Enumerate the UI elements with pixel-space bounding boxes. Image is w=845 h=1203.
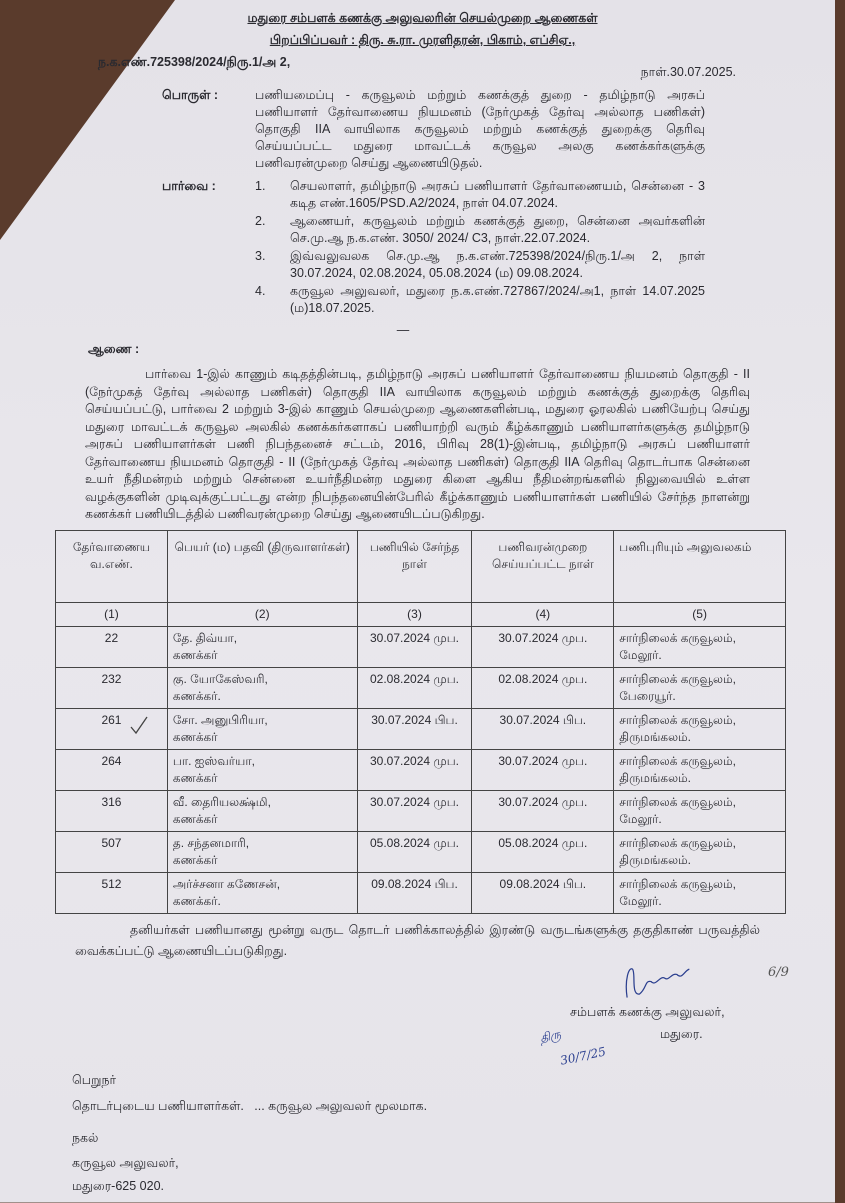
table-cell <box>357 872 472 913</box>
page-mark: 6/9 <box>768 964 789 980</box>
table-cell <box>472 667 614 708</box>
table-row <box>56 667 786 708</box>
cell-post: கணக்கர் <box>172 647 218 662</box>
table-cell <box>56 831 168 872</box>
table-cell <box>472 749 614 790</box>
table-cell <box>614 872 786 913</box>
cell-sno: 232 <box>101 671 122 686</box>
cell-name: பா. ஐஸ்வர்யா, <box>172 753 255 768</box>
cell-office: சார்நிலைக் கருவூலம், <box>619 712 736 727</box>
cell-sno: 316 <box>101 794 122 809</box>
table-cell <box>614 708 786 749</box>
column-number-row <box>56 602 786 626</box>
cell-name: வீ. தைரியலக்ஷ்மி, <box>172 794 271 809</box>
table-cell <box>167 667 357 708</box>
document-date: நாள்.30.07.2025. <box>640 65 736 79</box>
table-cell <box>472 831 614 872</box>
table-cell <box>357 708 472 749</box>
references-section <box>162 178 705 318</box>
cell-office: சார்நிலைக் கருவூலம், <box>619 753 736 768</box>
cell-office: சார்நிலைக் கருவூலம், <box>619 671 736 686</box>
cell-regularized-date: 30.07.2024 முப. <box>498 630 588 645</box>
table-cell <box>167 626 357 667</box>
subject-text: பணியமைப்பு - கருவூலம் மற்றும் கணக்குத் துறை - தமிழ்நாடு அரசுப் பணியாளர் தேர்வாணைய நியமனம் (நேர்முகத் தேர்வு அல்லாத பணிகள்) தொகுதி IIA வாயிலாக கருவூலம் மற்றும் கணக்குத் துறைக்கு தெரிவு செய்யப்பட்ட மதுரை மாவட்டக் கருவூல அலகு கணக்கர்களுக்கு பணிவரன்முறை செய்து ஆணையிடுதல். <box>255 88 705 170</box>
cell-sno: 512 <box>101 876 122 891</box>
recipient-text: தொடர்புடைய பணியாளர்கள். ... கருவூல அலுவலர் மூலமாக. <box>72 1098 428 1113</box>
table-cell <box>357 667 472 708</box>
references-list <box>255 178 705 318</box>
table-cell <box>472 708 614 749</box>
table-cell <box>167 708 357 749</box>
table-row <box>56 872 786 913</box>
initial-text: திரு <box>538 1026 563 1045</box>
cell-regularized-date: 05.08.2024 முப. <box>498 835 588 850</box>
signatory-designation: சம்பளக் கணக்கு அலுவலர், <box>570 1004 725 1019</box>
col-number: (3) <box>357 602 472 626</box>
cell-office-place: மேலூர். <box>619 647 662 662</box>
cell-joined-date: 30.07.2024 பிப. <box>371 712 458 727</box>
table-cell <box>614 626 786 667</box>
table-cell <box>472 872 614 913</box>
table-cell <box>56 749 168 790</box>
cell-regularized-date: 09.08.2024 பிப. <box>499 876 587 891</box>
initial-date: 30/7/25 <box>558 1043 608 1068</box>
table-cell <box>56 790 168 831</box>
signatory-place: மதுரை. <box>660 1026 703 1041</box>
subject-section <box>162 87 705 172</box>
reference-number: ந.க.எண்.725398/2024/நிரு.1/அ 2, <box>98 55 291 69</box>
cell-name: தே. திவ்யா, <box>172 630 238 645</box>
cell-office-place: மேலூர். <box>619 811 662 826</box>
table-row <box>56 790 786 831</box>
reference-number: 2. <box>255 214 266 228</box>
cell-sno: 264 <box>101 753 122 768</box>
header-sno: தேர்வாணைய வ.எண். <box>56 530 168 602</box>
copy-label: நகல் <box>72 1130 99 1145</box>
cell-joined-date: 30.07.2024 முப. <box>370 753 459 768</box>
document-title: மதுரை சம்பளக் கணக்கு அலுவலரின் செயல்முறை ஆணைகள் <box>247 11 598 25</box>
reference-text: செயலாளர், தமிழ்நாடு அரசுப் பணியாளர் தேர்வாணையம், சென்னை - 3 கடித எண்.1605/PSD.A2/2024, நாள் 04.07.2024. <box>290 179 705 210</box>
col-number: (1) <box>56 602 168 626</box>
cell-regularized-date: 30.07.2024 பிப. <box>499 712 587 727</box>
cell-joined-date: 30.07.2024 முப. <box>370 630 459 645</box>
reference-item <box>255 283 705 317</box>
signature-block <box>0 962 845 1072</box>
table-cell <box>167 749 357 790</box>
cell-office: சார்நிலைக் கருவூலம், <box>619 876 736 891</box>
table-cell <box>357 749 472 790</box>
reference-item <box>255 213 705 247</box>
table-header-row <box>56 530 786 602</box>
checkmark-icon <box>129 715 149 735</box>
reference-number: 3. <box>255 249 266 263</box>
header-joined: பணியில் சேர்ந்த நாள் <box>357 530 472 602</box>
table-cell <box>167 790 357 831</box>
table-row <box>56 749 786 790</box>
table-cell <box>357 831 472 872</box>
issuer-line: பிறப்பிப்பவர் : திரு. சு.ரா. முரளிதரன், பிகாம், எப்சிஏ., <box>269 33 576 47</box>
table-cell <box>357 790 472 831</box>
table-row <box>56 708 786 749</box>
table-cell <box>472 790 614 831</box>
signature-icon <box>615 962 705 1002</box>
cell-name: கு. யோகேஸ்வரி, <box>172 671 268 686</box>
table-cell <box>56 708 168 749</box>
col-number: (4) <box>472 602 614 626</box>
table-cell <box>167 872 357 913</box>
cell-post: கணக்கர். <box>172 893 221 908</box>
copy-line-2: மதுரை-625 020. <box>72 1178 165 1193</box>
references-label: பார்வை : <box>162 179 216 193</box>
header-regularized: பணிவரன்முறை செய்யப்பட்ட நாள் <box>472 530 614 602</box>
reference-date-line <box>98 54 736 81</box>
copy-line-1: கருவூல அலுவலர், <box>72 1155 179 1170</box>
table-cell <box>614 749 786 790</box>
col-number: (2) <box>167 602 357 626</box>
reference-item <box>255 248 705 282</box>
cell-regularized-date: 30.07.2024 முப. <box>498 753 588 768</box>
reference-number: 1. <box>255 179 266 193</box>
reference-number: 4. <box>255 284 266 298</box>
cell-post: கணக்கர் <box>172 770 218 785</box>
order-label: ஆணை : <box>88 342 140 356</box>
table-row <box>56 831 786 872</box>
order-text: பார்வை 1-இல் காணும் கடிதத்தின்படி, தமிழ்நாடு அரசுப் பணியாளர் தேர்வாணைய நியமனம் தொகுதி - II (நேர்முகத் தேர்வு அல்லாத பணிகள்) தொகுதி IIA வாயிலாக கருவூலம் மற்றும் கணக்குத் துறைக்கு தெரிவு செய்யப்பட்டு, பார்வை 2 மற்றும் 3-இல் காணும் செயல்முறை ஆணைகளின்படி, மதுரை ஓரலகில் பணியேற்பு செய்து மதுரை மாவட்டக் கருவூல அலகில் கணக்கர்களாகப் பணியாற்றி வரும் கீழ்க்காணும் பணியாளர்களுக்கு தமிழ்நாடு அரசுப் பணியாளர்கள் பணி நிபந்தனைச் சட்டம், 2016, பிரிவு 28(1)-இன்படி, தமிழ்நாடு அரசுப் பணியாளர் தேர்வாணைய நியமனம் தொகுதி - II (நேர்முகத் தேர்வு அல்லாத பணிகள்) தொகுதி IIA தெரிவு தொடர்பாக சென்னை உயர் நீதிமன்றம் மற்றும் சென்னை உயர்நீதிமன்ற மதுரை கிளை ஆகிய நீதிமன்றங்களில் நிலுவையில் உள்ள வழக்குகளின் முடிவுக்குட்பட்டது என்ற நிபந்தனையின்பேரில் கீழ்க்காணும் பணியாளர்கள் பணியில் சேர்ந்த நாளன்று கணக்கர் பணியிடத்தில் பணிவரன்முறை செய்து ஆணையிடப்படுகிறது. <box>85 367 750 521</box>
cell-name: சோ. அனுபிரியா, <box>172 712 268 727</box>
cell-post: கணக்கர் <box>172 852 218 867</box>
cell-sno: 507 <box>101 835 122 850</box>
table-cell <box>614 790 786 831</box>
cell-regularized-date: 02.08.2024 முப. <box>498 671 588 686</box>
table-cell <box>167 831 357 872</box>
table-cell <box>56 667 168 708</box>
table-cell <box>614 667 786 708</box>
cell-joined-date: 09.08.2024 பிப. <box>371 876 458 891</box>
cell-regularized-date: 30.07.2024 முப. <box>498 794 588 809</box>
recipient-label: பெறுநர் <box>72 1072 117 1087</box>
header-office: பணிபுரியும் அலுவலகம் <box>614 530 786 602</box>
table-cell <box>56 872 168 913</box>
header-name: பெயர் (ம) பதவி (திருவாளர்கள்) <box>167 530 357 602</box>
cell-joined-date: 02.08.2024 முப. <box>370 671 459 686</box>
cell-joined-date: 30.07.2024 முப. <box>370 794 459 809</box>
subject-label: பொருள் : <box>162 88 219 102</box>
reference-text: கருவூல அலுவலர், மதுரை ந.க.எண்.727867/2024/அ1, நாள் 14.07.2025 (ம)18.07.2025. <box>290 284 705 315</box>
cell-office-place: திருமங்கலம். <box>619 770 692 785</box>
cell-name: த. சந்தனமாரி, <box>172 835 250 850</box>
table-cell <box>357 626 472 667</box>
table-cell <box>614 831 786 872</box>
cell-sno: 261 <box>101 712 122 727</box>
reference-item <box>255 178 705 212</box>
closing-text: தனியர்கள் பணியானது மூன்று வருட தொடர் பணிக்காலத்தில் இரண்டு வருடங்களுக்கு தகுதிகாண் பருவத்தில் வைக்கப்பட்டு ஆணையிடப்படுகிறது. <box>75 922 760 958</box>
cell-office: சார்நிலைக் கருவூலம், <box>619 630 736 645</box>
cell-office: சார்நிலைக் கருவூலம், <box>619 794 736 809</box>
reference-text: ஆணையர், கருவூலம் மற்றும் கணக்குத் துறை, சென்னை அவர்களின் செ.மு.ஆ ந.க.எண். 3050/ 2024/ C3, நாள்.22.07.2024. <box>290 214 705 245</box>
cell-office-place: திருமங்கலம். <box>619 729 692 744</box>
col-number: (5) <box>614 602 786 626</box>
table-cell <box>472 626 614 667</box>
cell-joined-date: 05.08.2024 முப. <box>370 835 459 850</box>
table-cell <box>56 626 168 667</box>
cell-post: கணக்கர் <box>172 811 218 826</box>
cell-office: சார்நிலைக் கருவூலம், <box>619 835 736 850</box>
staff-table <box>55 530 786 914</box>
cell-office-place: பேரையூர். <box>619 688 676 703</box>
cell-office-place: மேலூர். <box>619 893 662 908</box>
reference-text: இவ்வலுவலக செ.மு.ஆ ந.க.எண்.725398/2024/நிரு.1/அ 2, நாள் 30.07.2024, 02.08.2024, 05.08.2024 (ம) 09.08.2024. <box>290 249 705 280</box>
separator: — <box>396 323 410 337</box>
cell-post: கணக்கர். <box>172 688 221 703</box>
cell-post: கணக்கர் <box>172 729 218 744</box>
cell-office-place: திருமங்கலம். <box>619 852 692 867</box>
table-row <box>56 626 786 667</box>
cell-name: அர்ச்சனா கணேசன், <box>172 876 281 891</box>
cell-sno: 22 <box>104 630 119 645</box>
